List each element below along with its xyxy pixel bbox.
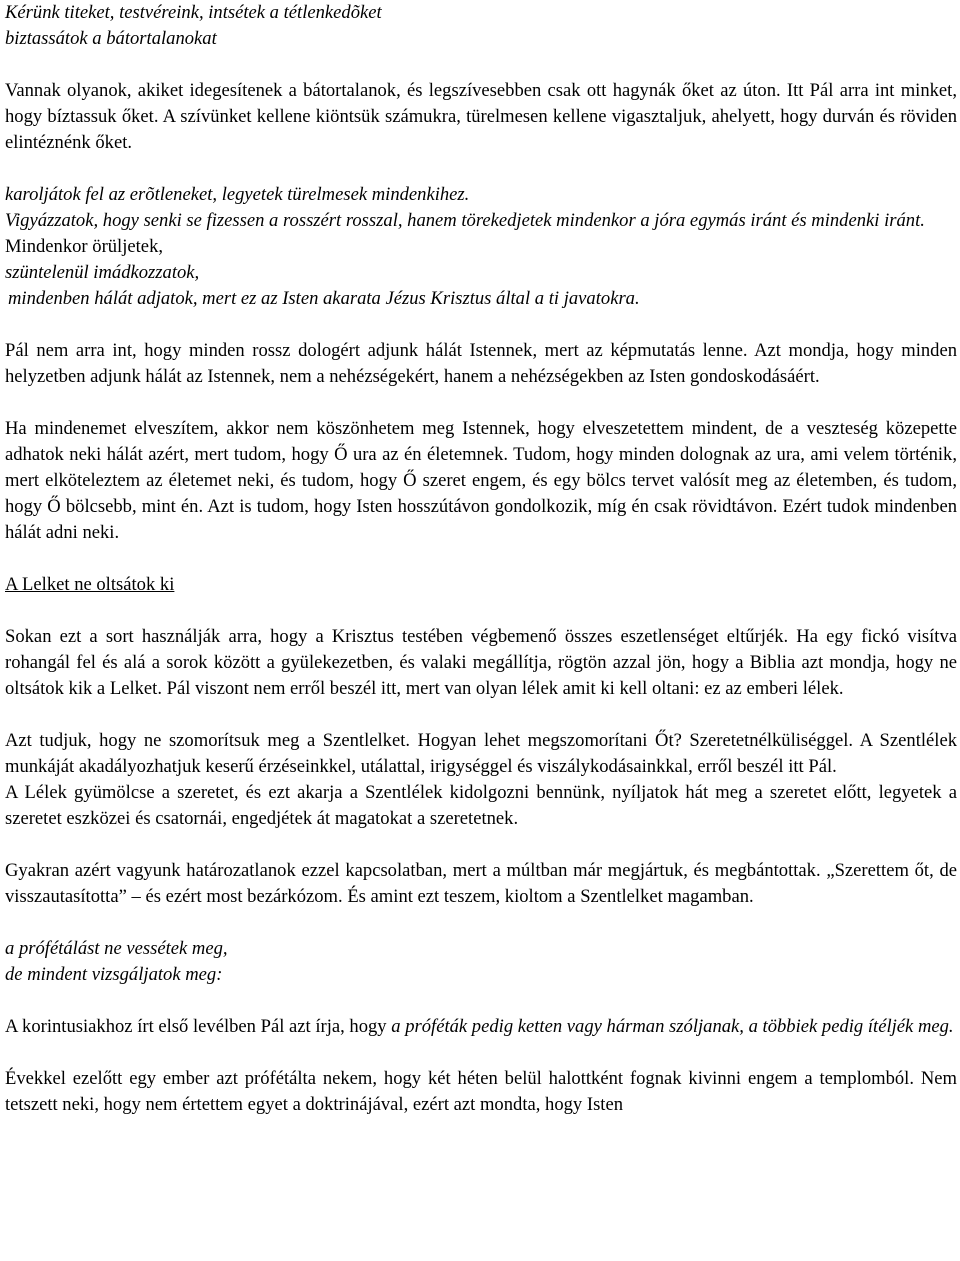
paragraph-2: Pál nem arra int, hogy minden rossz dologért adjunk hálát Istennek, mert az képmutatás lenne. Azt mondja, hogy minden helyzetben adjunk hálát az Istennek, nem a nehézségekért, hanem a nehézségekben az Isten gondoskodásáért. (5, 340, 957, 387)
scripture-quote-2 (5, 936, 957, 988)
quote-line: a prófétálást ne vessétek meg, (5, 938, 228, 959)
paragraph-8-quote: a próféták pedig ketten vagy hárman szóljanak, a többiek pedig ítéljék meg. (391, 1016, 954, 1037)
paragraph-8 (5, 1014, 957, 1040)
scripture-quote (5, 182, 957, 234)
quote-line: Vigyázzatok, hogy senki se fizessen a rosszért rosszal, hanem törekedjetek mindenkor a jóra egymás iránt és mindenki iránt. (5, 210, 925, 231)
paragraph-5: Azt tudjuk, hogy ne szomorítsuk meg a Szentlelket. Hogyan lehet megszomorítani Őt? Szeretetnélküliséggel. A Szentlélek munkáját akadályozhatjuk keserű érzéseinkkel, utálattal, irigységgel és viszálykodásainkkal, erről beszél itt Pál. (5, 730, 957, 777)
heading-quote (5, 0, 957, 52)
quote-line: Mindenkor örüljetek, (5, 236, 164, 257)
paragraph-4: Sokan ezt a sort használják arra, hogy a Krisztus testében végbemenő összes eszetlenséget eltűrjék. Ha egy fickó visítva rohangál fel és alá a sorok között a gyülekezetben, és valaki megállítja, rögtön azzal jön, hogy a Biblia azt mondja, hogy ne oltsátok kik a Lelket. Pál viszont nem erről beszél itt, mert van olyan lélek amit ki kell oltani: ez az emberi lélek. (5, 626, 957, 699)
paragraph-9: Évekkel ezelőtt egy ember azt prófétálta nekem, hogy két héten belül halottként fognak kivinni engem a templomból. Nem tetszett neki, hogy nem értettem egyet a doktrinájával, ezért azt mondta, hogy Isten (5, 1068, 957, 1115)
paragraph-3: Ha mindenemet elveszítem, akkor nem köszönhetem meg Istennek, hogy elveszetettem mindent, de a veszteség közepette adhatok neki hálát azért, mert tudom, hogy Ő ura az én életemnek. Tudom, hogy minden dolognak az ura, ami velem történik, mert elköteleztem az életemet neki, és tudom, hogy Ő szeret engem, és egy bölcs tervet valósít meg az életemben, és tudom, hogy Ő bölcsebb, mint én. Azt is tudom, hogy Isten hosszútávon gondolkozik, míg én csak rövidtávon. Ezért tudok mindenben hálát adni neki. (5, 418, 957, 543)
paragraph-7: Gyakran azért vagyunk határozatlanok ezzel kapcsolatban, mert a múltban már megjártuk, és megbántottak. „Szerettem őt, de visszautasította” – és ezért most bezárkózom. És amint ezt teszem, kioltom a Szentlelket magamban. (5, 860, 957, 907)
document-page (5, 0, 957, 1118)
paragraph-8-text: A korintusiakhoz írt első levélben Pál azt írja, hogy (5, 1016, 392, 1037)
quote-line: de mindent vizsgáljatok meg: (5, 964, 223, 985)
paragraph-6: A Lélek gyümölcse a szeretet, és ezt akarja a Szentlélek kidolgozni bennünk, nyíljatok hát meg a szeretet előtt, legyetek a szeretet eszközei és csatornái, engedjétek át magatokat a szeretetnek. (5, 782, 957, 829)
scripture-quote-continued (5, 234, 957, 312)
quote-line: szüntelenül imádkozzatok, (5, 262, 200, 283)
paragraph-1: Vannak olyanok, akiket idegesítenek a bátortalanok, és legszívesebben csak ott hagynák őket az úton. Itt Pál arra int minket, hogy bíztassuk őket. A szívünket kellene kiöntsük számukra, türelmesen kellene vigasztaljuk, ahelyett, hogy durván és röviden elintéznénk őket. (5, 80, 957, 153)
quote-line: mindenben hálát adjatok, mert ez az Isten akarata Jézus Krisztus által a ti javatokra. (8, 288, 640, 309)
heading-line: Kérünk titeket, testvéreink, intsétek a tétlenkedõket (5, 2, 382, 23)
quote-line: karoljátok fel az erõtleneket, legyetek türelmesek mindenkihez. (5, 184, 470, 205)
heading-line: biztassátok a bátortalanokat (5, 28, 217, 49)
section-heading: A Lelket ne oltsátok ki (5, 574, 175, 595)
